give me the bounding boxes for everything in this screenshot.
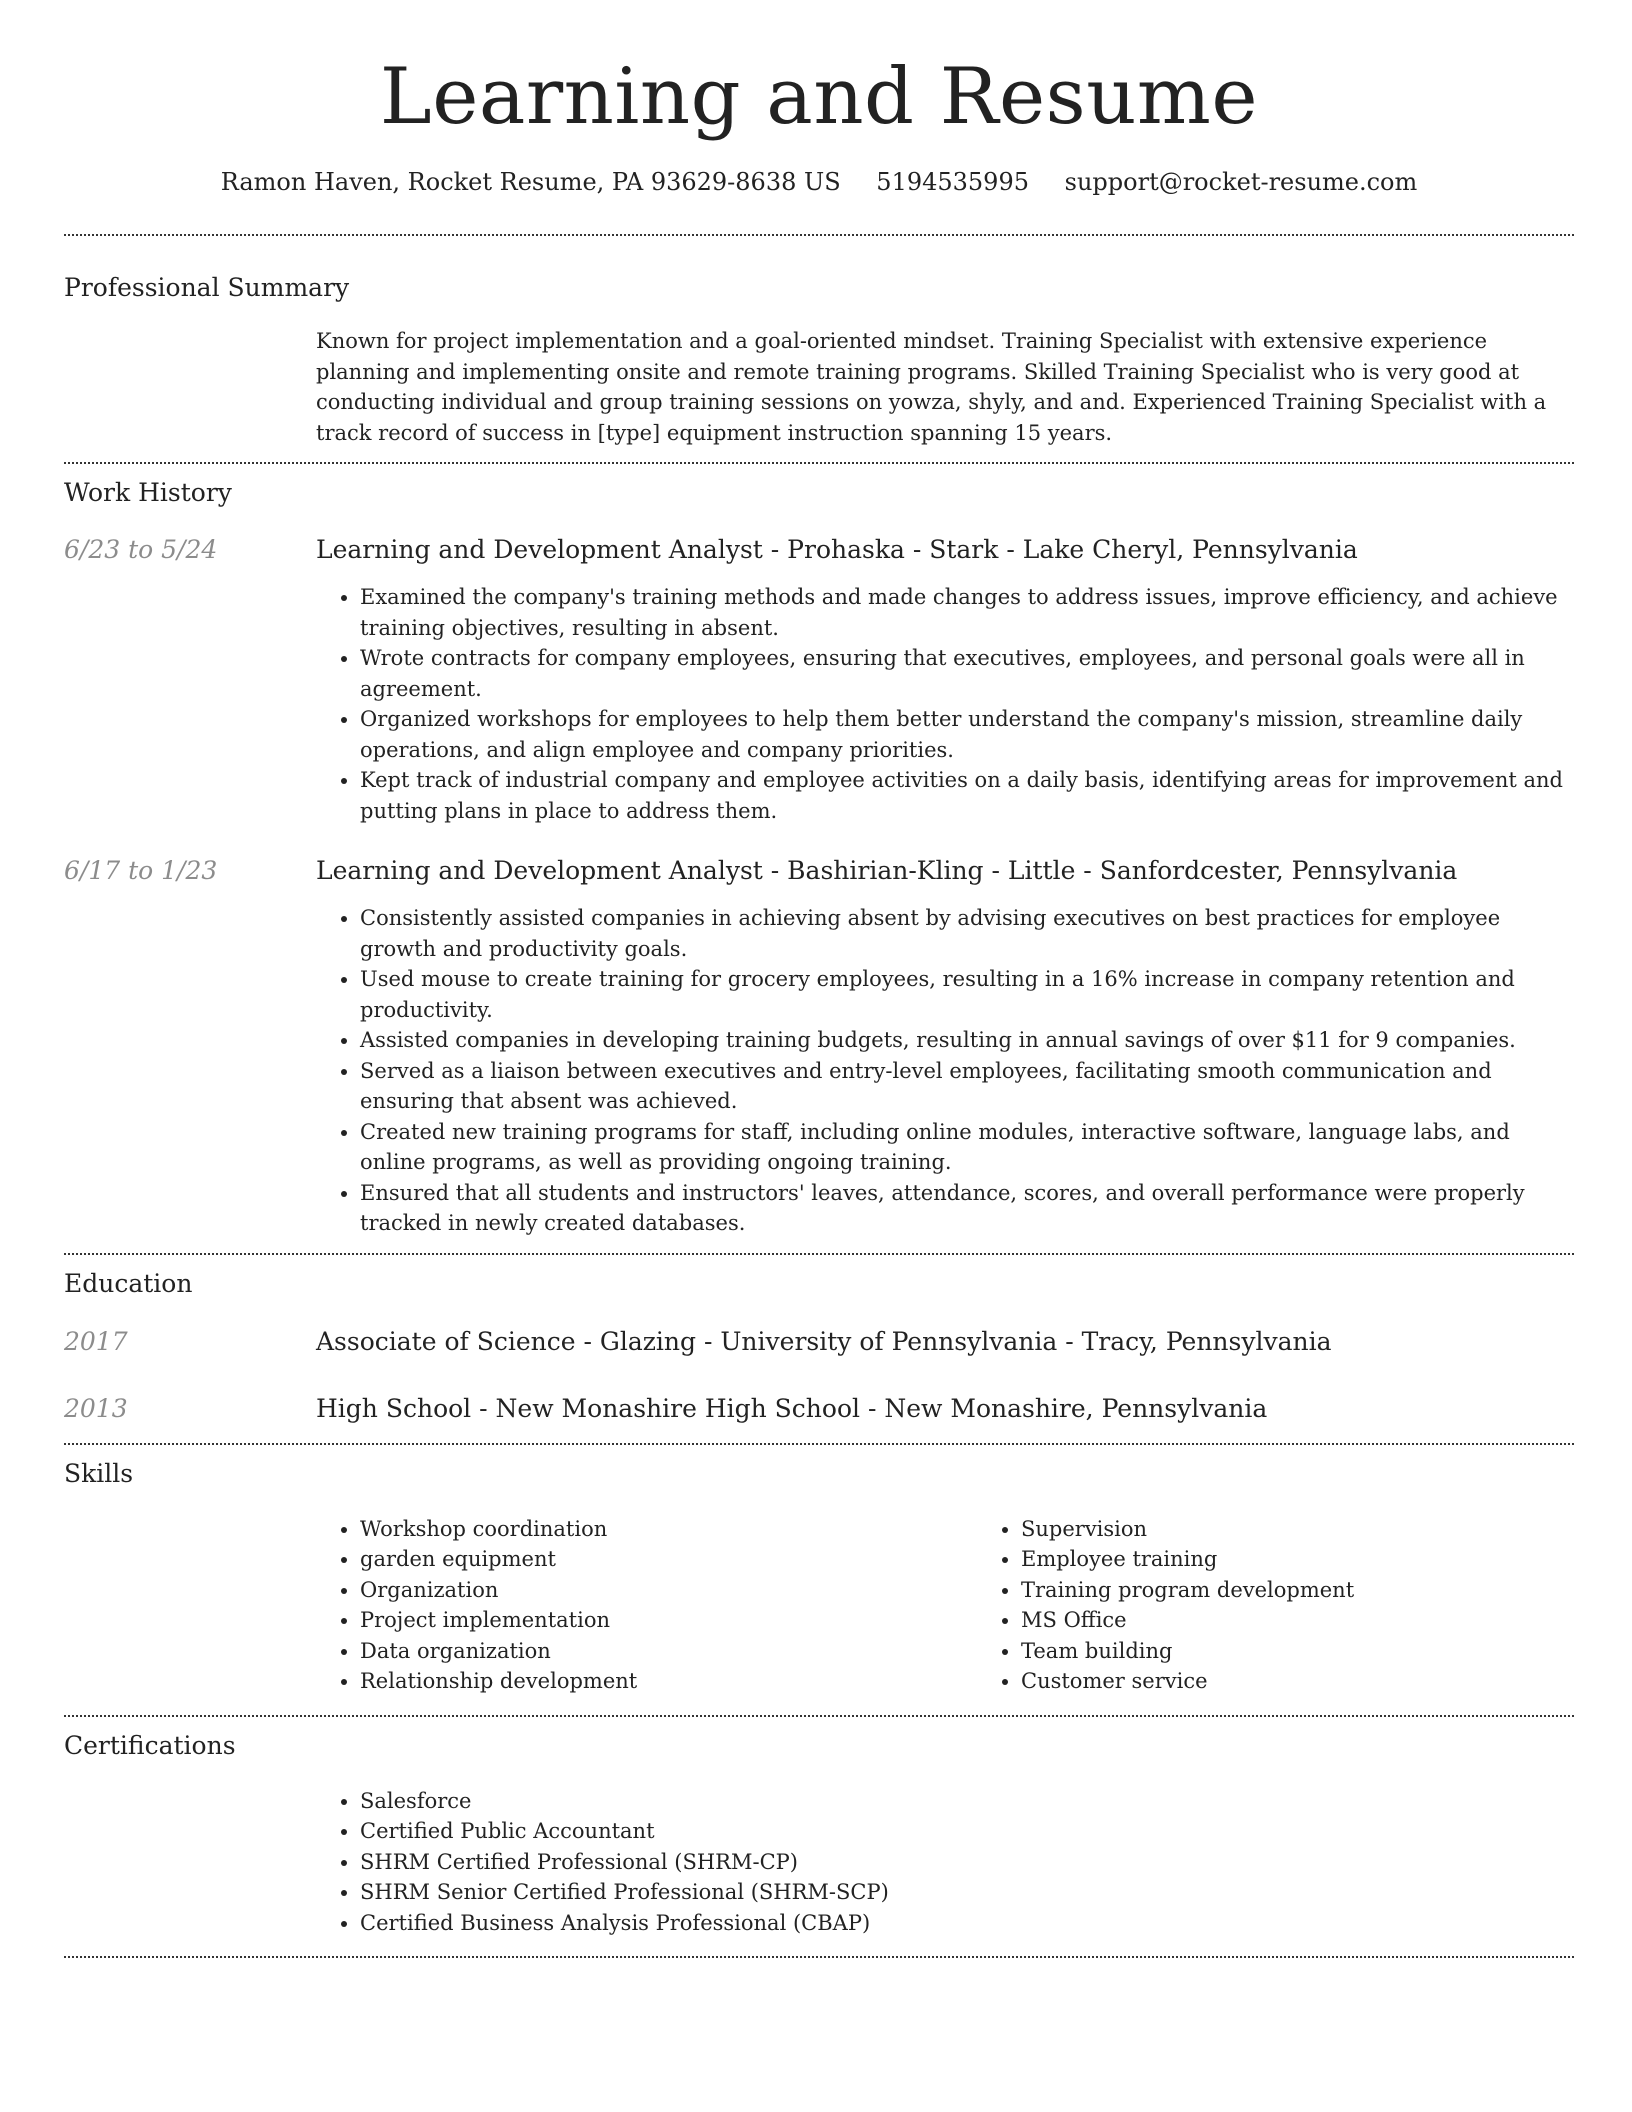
skill-item: • Relationship development <box>360 1666 977 1697</box>
certifications-section <box>64 1730 1574 1939</box>
work-history-section <box>64 477 1574 1239</box>
resume-page <box>64 0 1574 1958</box>
education-year: 2017 <box>64 1326 128 1356</box>
skills-section <box>64 1458 1574 1697</box>
list-item: • Ensured that all students and instructors' leaves, attendance, scores, and overall performance were properly tracked in newly created databases. <box>360 1178 1574 1239</box>
contact-phone: 5194535995 <box>876 168 1029 196</box>
list-item: • Kept track of industrial company and employee activities on a daily basis, identifying areas for improvement and putting plans in place to address them. <box>360 765 1574 826</box>
education-degree: High School <box>316 1393 472 1423</box>
contact-line <box>64 166 1574 198</box>
work-history-heading: Work History <box>64 478 232 507</box>
certification-item: • Certified Business Analysis Professional (CBAP) <box>360 1908 1574 1939</box>
job-dates: 6/23 to 5/24 <box>64 535 218 564</box>
job-bullets <box>316 903 1574 1239</box>
job-bullets <box>316 582 1574 826</box>
section-divider <box>64 462 1574 464</box>
education-school: - New Monashire High School - New Monashire, Pennsylvania <box>471 1393 1268 1423</box>
education-heading: Education <box>64 1268 193 1298</box>
skill-item: • Project implementation <box>360 1605 977 1636</box>
summary-text: Known for project implementation and a goal-oriented mindset. Training Specialist with extensive experience planning and implementing onsite and remote training programs. Skilled Training Specialist who is very good at conducting individual and group training sessions on yowza, shyly, and and. Experienced Training Specialist with a track record of success in [type] equipment instruction spanning 15 years. <box>316 329 1547 445</box>
list-item: • Served as a liaison between executives and entry-level employees, facilitating smooth communication and ensuring that absent was achieved. <box>360 1056 1574 1117</box>
job-entry <box>64 855 1574 1239</box>
skills-heading: Skills <box>64 1458 134 1488</box>
job-role: Learning and Development Analyst <box>316 856 763 885</box>
contact-email: support@rocket-resume.com <box>1064 168 1418 196</box>
certifications-heading: Certifications <box>64 1730 236 1760</box>
job-employer: - Bashirian-Kling - Little - Sanfordcester, Pennsylvania <box>762 856 1458 885</box>
job-dates: 6/17 to 1/23 <box>64 856 218 885</box>
section-divider <box>64 1956 1574 1958</box>
section-divider <box>64 1253 1574 1255</box>
certification-item: • Certified Public Accountant <box>360 1816 1574 1847</box>
contact-address: Ramon Haven, Rocket Resume, PA 93629-8638 US <box>220 168 841 196</box>
list-item: • Examined the company's training methods and made changes to address issues, improve efficiency, and achieve training objectives, resulting in absent. <box>360 582 1574 643</box>
education-entry <box>64 1326 1574 1358</box>
skill-item: • Organization <box>360 1575 977 1606</box>
resume-name: Learning and Resume <box>379 52 1259 142</box>
skill-item: • Customer service <box>1021 1666 1632 1697</box>
skill-item: • Training program development <box>1021 1575 1632 1606</box>
education-section <box>64 1268 1574 1425</box>
job-role: Learning and Development Analyst <box>316 535 763 564</box>
education-entry <box>64 1393 1574 1425</box>
list-item: • Wrote contracts for company employees, ensuring that executives, employees, and personal goals were all in agreement. <box>360 643 1574 704</box>
education-degree: Associate of Science <box>316 1326 576 1356</box>
skill-item: • Team building <box>1021 1636 1632 1667</box>
skills-list-left <box>316 1514 977 1697</box>
job-title <box>316 534 1574 566</box>
education-title <box>316 1393 1574 1425</box>
skill-item: • Data organization <box>360 1636 977 1667</box>
skills-list-right <box>977 1514 1632 1697</box>
list-item: • Organized workshops for employees to help them better understand the company's mission, streamline daily operations, and align employee and company priorities. <box>360 704 1574 765</box>
certification-item: • Salesforce <box>360 1786 1574 1817</box>
certification-item: • SHRM Certified Professional (SHRM-CP) <box>360 1847 1574 1878</box>
job-employer: - Prohaska - Stark - Lake Cheryl, Pennsylvania <box>762 535 1358 564</box>
section-divider <box>64 1715 1574 1717</box>
section-divider <box>64 1443 1574 1445</box>
list-item: • Created new training programs for staff, including online modules, interactive software, language labs, and online programs, as well as providing ongoing training. <box>360 1117 1574 1178</box>
education-school: - Glazing - University of Pennsylvania - Tracy, Pennsylvania <box>575 1326 1332 1356</box>
certifications-list <box>316 1786 1574 1939</box>
list-item: • Consistently assisted companies in achieving absent by advising executives on best practices for employee growth and productivity goals. <box>360 903 1574 964</box>
summary-heading: Professional Summary <box>64 273 350 302</box>
job-title <box>316 855 1574 887</box>
certification-item: • SHRM Senior Certified Professional (SHRM-SCP) <box>360 1877 1574 1908</box>
list-item: • Assisted companies in developing training budgets, resulting in annual savings of over $11 for 9 companies. <box>360 1025 1574 1056</box>
list-item: • Used mouse to create training for grocery employees, resulting in a 16% increase in company retention and productivity. <box>360 964 1574 1025</box>
skill-item: • Workshop coordination <box>360 1514 977 1545</box>
skill-item: • Supervision <box>1021 1514 1632 1545</box>
job-entry <box>64 534 1574 826</box>
summary-section <box>64 272 1574 448</box>
skill-item: • garden equipment <box>360 1544 977 1575</box>
skill-item: • MS Office <box>1021 1605 1632 1636</box>
skill-item: • Employee training <box>1021 1544 1632 1575</box>
education-year: 2013 <box>64 1393 128 1423</box>
education-title <box>316 1326 1574 1358</box>
section-divider <box>64 234 1574 236</box>
